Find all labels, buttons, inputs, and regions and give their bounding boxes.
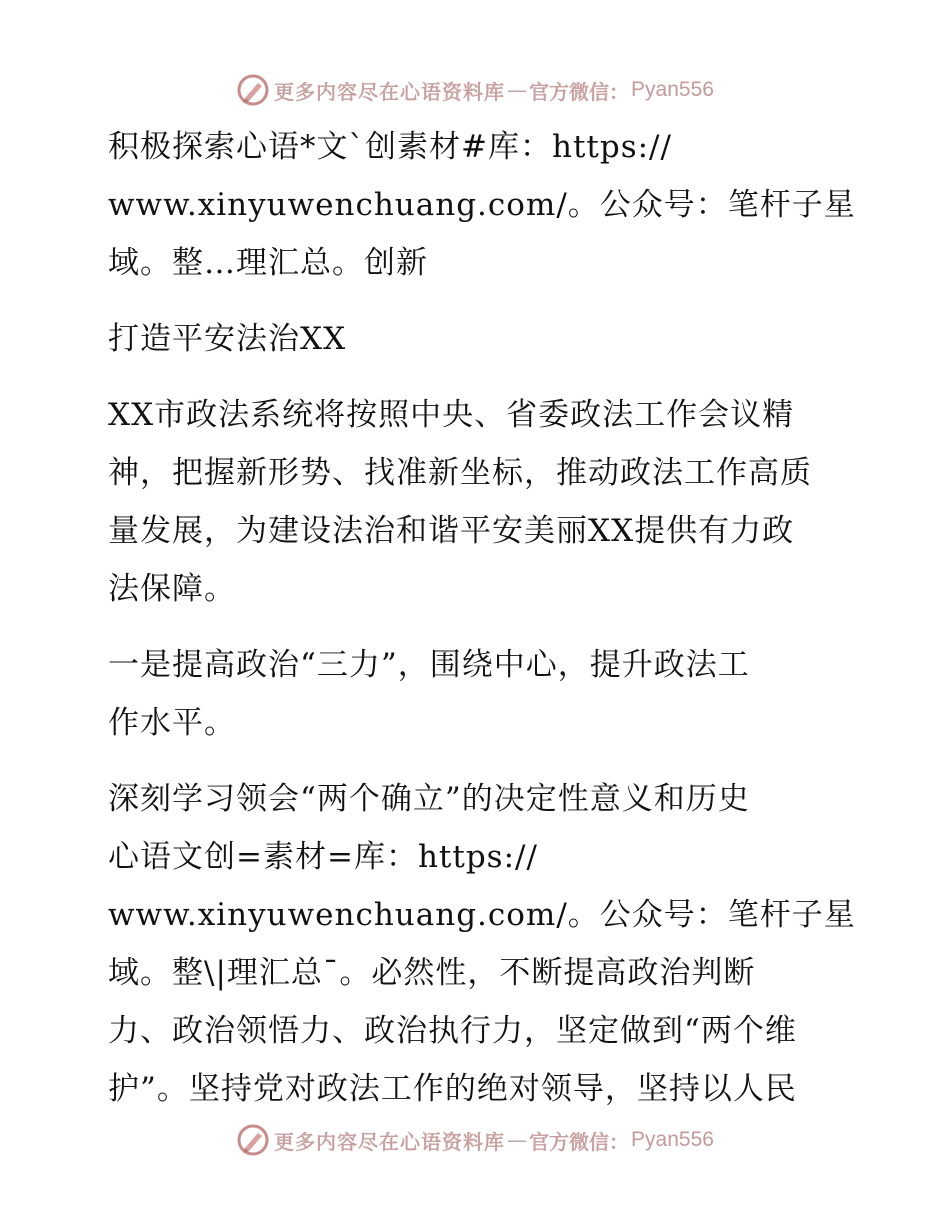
document-body xyxy=(98,118,858,1118)
banner-dash: — xyxy=(507,78,528,102)
paragraph-1 xyxy=(98,118,858,292)
paragraph-4 xyxy=(98,636,858,752)
text-line: XX市政法系统将按照中央、省委政法工作会议精 xyxy=(108,397,795,433)
text-line: www.xinyuwenchuang.com/。公众号：笔杆子星 xyxy=(108,187,856,223)
text-line: www.xinyuwenchuang.com/。公众号：笔杆子星 xyxy=(108,897,856,933)
paragraph-5 xyxy=(98,770,858,1118)
banner-dash: — xyxy=(507,1128,528,1152)
pen-logo-icon xyxy=(236,73,270,107)
banner-wechat-label: 官方微信： xyxy=(529,1129,630,1154)
header-banner xyxy=(0,70,950,110)
text-line: 域。整…理汇总。创新 xyxy=(108,245,428,281)
text-line: 量发展，为建设法治和谐平安美丽XX提供有力政 xyxy=(108,513,795,549)
paragraph-3 xyxy=(98,386,858,618)
text-line: 作水平。 xyxy=(108,705,236,741)
banner-wechat-label: 官方微信： xyxy=(529,79,630,104)
section-heading: 打造平安法治XX xyxy=(108,321,347,357)
text-line: 心语文创=素材=库：https:// xyxy=(108,839,538,875)
text-line: 力、政治领悟力、政治执行力，坚定做到“两个维 xyxy=(108,1013,797,1049)
text-line: 域。整\|理汇总¯。必然性，不断提高政治判断 xyxy=(108,955,756,991)
paragraph-2 xyxy=(98,310,858,368)
pen-logo-icon xyxy=(236,1123,270,1157)
text-line: 法保障。 xyxy=(108,571,236,607)
text-line: 深刻学习领会“两个确立”的决定性意义和历史 xyxy=(108,781,750,817)
text-line: 积极探索心语*文`创素材#库：https:// xyxy=(108,129,672,165)
text-line: 护”。坚持党对政法工作的绝对领导，坚持以人民 xyxy=(108,1071,797,1107)
footer-banner xyxy=(0,1120,950,1160)
text-line: 一是提高政治“三力”，围绕中心，提升政法工 xyxy=(108,647,750,683)
banner-text: 更多内容尽在心语资料库 xyxy=(274,79,506,104)
banner-wechat-id: Pyan556 xyxy=(631,1128,714,1151)
text-line: 神，把握新形势、找准新坐标，推动政法工作高质 xyxy=(108,455,812,491)
banner-text: 更多内容尽在心语资料库 xyxy=(274,1129,506,1154)
banner-wechat-id: Pyan556 xyxy=(631,78,714,101)
